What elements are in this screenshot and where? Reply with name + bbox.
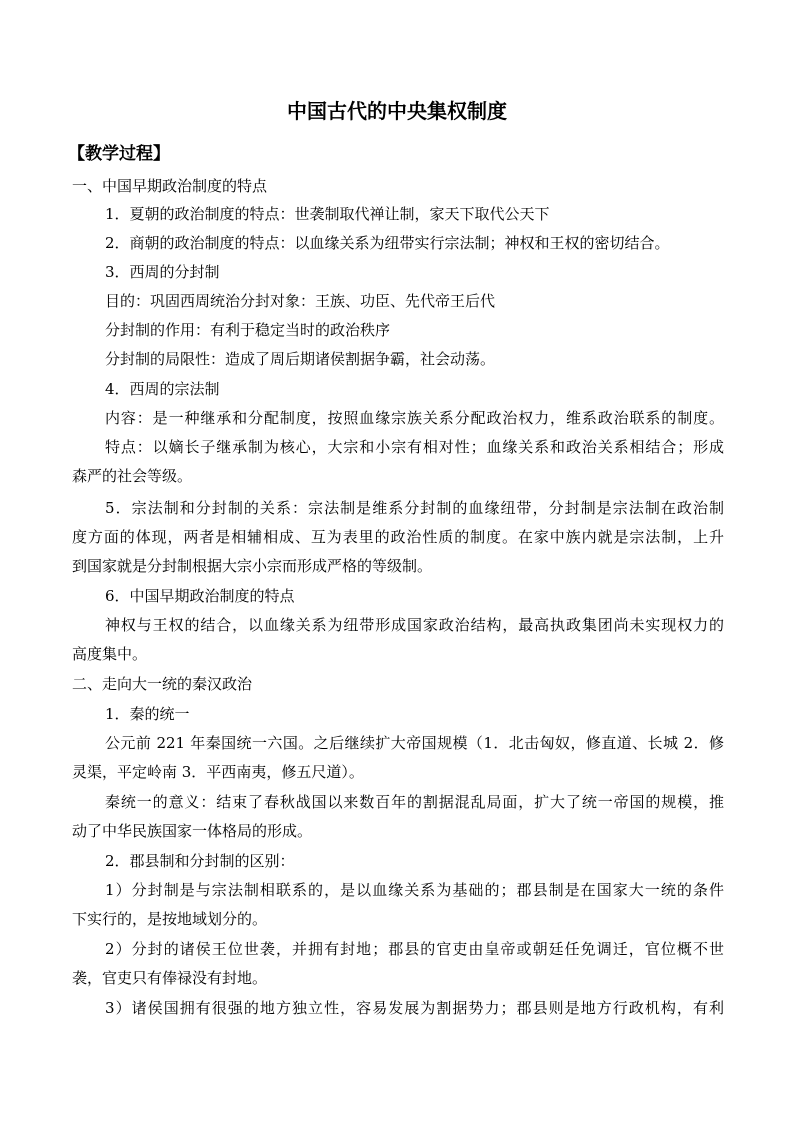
paragraph-continued: 度方面的体现，两者是相辅相成、互为表里的政治性质的制度。在家中族内就是宗法制，上升 bbox=[72, 528, 724, 546]
subheading: 2．郡县制和分封制的区别： bbox=[105, 852, 295, 870]
paragraph: 分封制的局限性：造成了周后期诸侯割据争霸，社会动荡。 bbox=[105, 350, 496, 368]
section-heading-teaching-process: 【教学过程】 bbox=[68, 144, 170, 164]
paragraph: 分封制的作用：有利于稳定当时的政治秩序 bbox=[105, 321, 391, 339]
paragraph: 秦统一的意义：结束了春秋战国以来数百年的割据混乱局面，扩大了统一帝国的规模，推 bbox=[105, 793, 724, 811]
paragraph: 神权与王权的结合，以血缘关系为纽带形成国家政治结构，最高执政集团尚未实现权力的 bbox=[105, 616, 724, 634]
paragraph: 内容：是一种继承和分配制度，按照血缘宗族关系分配政治权力，维系政治联系的制度。 bbox=[105, 409, 724, 427]
paragraph-continued: 到国家就是分封制根据大宗小宗而形成严格的等级制。 bbox=[72, 557, 433, 575]
paragraph: 公元前 221 年秦国统一六国。之后继续扩大帝国规模（1．北击匈奴，修直道、长城 2．修 bbox=[105, 734, 724, 752]
page-title: 中国古代的中央集权制度 bbox=[287, 99, 507, 123]
subheading: 3．西周的分封制 bbox=[105, 263, 220, 281]
paragraph: 1）分封制是与宗法制相联系的，是以血缘关系为基础的；郡县制是在国家大一统的条件 bbox=[105, 881, 724, 899]
paragraph-continued: 动了中华民族国家一体格局的形成。 bbox=[72, 822, 313, 840]
paragraph: 2）分封的诸侯王位世袭，并拥有封地；郡县的官吏由皇帝或朝廷任免调迁，官位概不世 bbox=[105, 940, 724, 958]
paragraph-continued: 下实行的，是按地域划分的。 bbox=[72, 910, 268, 928]
paragraph: 3）诸侯国拥有很强的地方独立性，容易发展为割据势力；郡县则是地方行政机构，有利 bbox=[105, 999, 724, 1017]
section-heading-1: 一、中国早期政治制度的特点 bbox=[72, 177, 268, 195]
subheading: 4．西周的宗法制 bbox=[105, 380, 220, 398]
paragraph: 2．商朝的政治制度的特点：以血缘关系为纽带实行宗法制；神权和王权的密切结合。 bbox=[105, 234, 670, 252]
subheading: 6．中国早期政治制度的特点 bbox=[105, 587, 295, 605]
subheading: 1．秦的统一 bbox=[105, 705, 190, 723]
section-heading-2: 二、走向大一统的秦汉政治 bbox=[72, 675, 253, 693]
paragraph-continued: 袭，官吏只有俸禄没有封地。 bbox=[72, 969, 268, 987]
paragraph: 1．夏朝的政治制度的特点：世袭制取代禅让制，家天下取代公天下 bbox=[105, 205, 550, 223]
paragraph: 目的：巩固西周统治分封对象：王族、功臣、先代帝王后代 bbox=[105, 292, 496, 310]
paragraph-continued: 森严的社会等级。 bbox=[72, 467, 193, 485]
paragraph: 特点：以嫡长子继承制为核心，大宗和小宗有相对性；血缘关系和政治关系相结合；形成 bbox=[105, 438, 724, 456]
paragraph: 5．宗法制和分封制的关系：宗法制是维系分封制的血缘纽带，分封制是宗法制在政治制 bbox=[105, 499, 724, 517]
paragraph-continued: 高度集中。 bbox=[72, 645, 148, 663]
paragraph-continued: 灵渠，平定岭南 3．平西南夷，修五尺道）。 bbox=[72, 763, 364, 781]
